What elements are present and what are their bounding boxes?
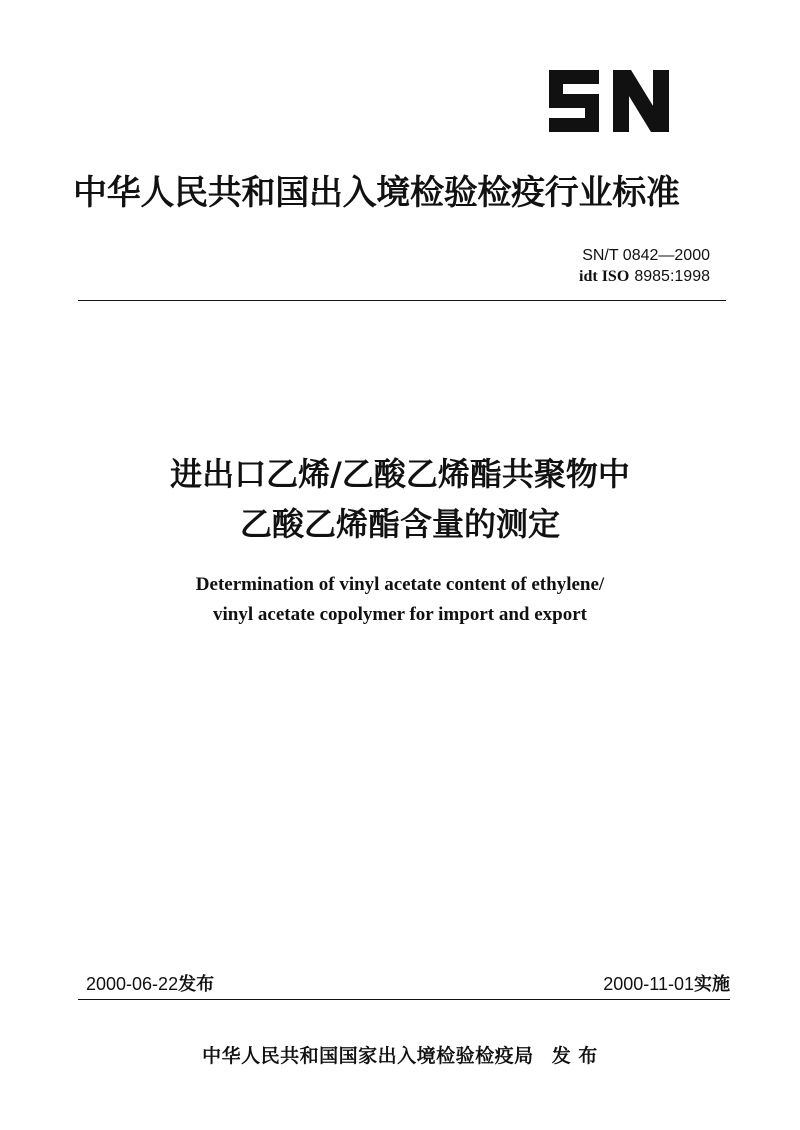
issue-date: 2000-06-22 bbox=[86, 974, 179, 994]
english-title-line-1: Determination of vinyl acetate content of ethylene/ bbox=[195, 574, 605, 595]
standard-code-block bbox=[500, 245, 710, 287]
english-title-line-2: vinyl acetate copolymer for import and export bbox=[213, 604, 587, 625]
iso-prefix: idt ISO bbox=[579, 268, 630, 285]
issuer-line bbox=[0, 1042, 800, 1070]
bottom-divider bbox=[78, 999, 730, 1000]
issue-date-label bbox=[86, 972, 214, 997]
issuer-action: 发 布 bbox=[551, 1045, 598, 1067]
iso-equivalent bbox=[500, 266, 710, 287]
effective-date: 2000-11-01 bbox=[603, 974, 694, 994]
issue-label: 发布 bbox=[178, 974, 215, 995]
iso-number: 8985:1998 bbox=[634, 268, 710, 285]
standard-number-text: SN/T 0842—2000 bbox=[582, 247, 710, 264]
standard-number bbox=[500, 245, 710, 266]
top-divider bbox=[78, 300, 726, 301]
sn-logo-mark bbox=[549, 70, 669, 132]
chinese-title-line-2: 乙酸乙烯酯含量的测定 bbox=[239, 505, 560, 543]
issuing-authority-title: 中华人民共和国出入境检验检疫行业标准 bbox=[73, 173, 680, 213]
sn-logo bbox=[545, 66, 673, 136]
issuer-name: 中华人民共和国国家出入境检验检疫局 bbox=[202, 1045, 534, 1067]
effective-date-label bbox=[603, 972, 730, 997]
chinese-title-line-1: 进出口乙烯/乙酸乙烯酯共聚物中 bbox=[170, 455, 630, 493]
effective-label: 实施 bbox=[694, 974, 730, 995]
